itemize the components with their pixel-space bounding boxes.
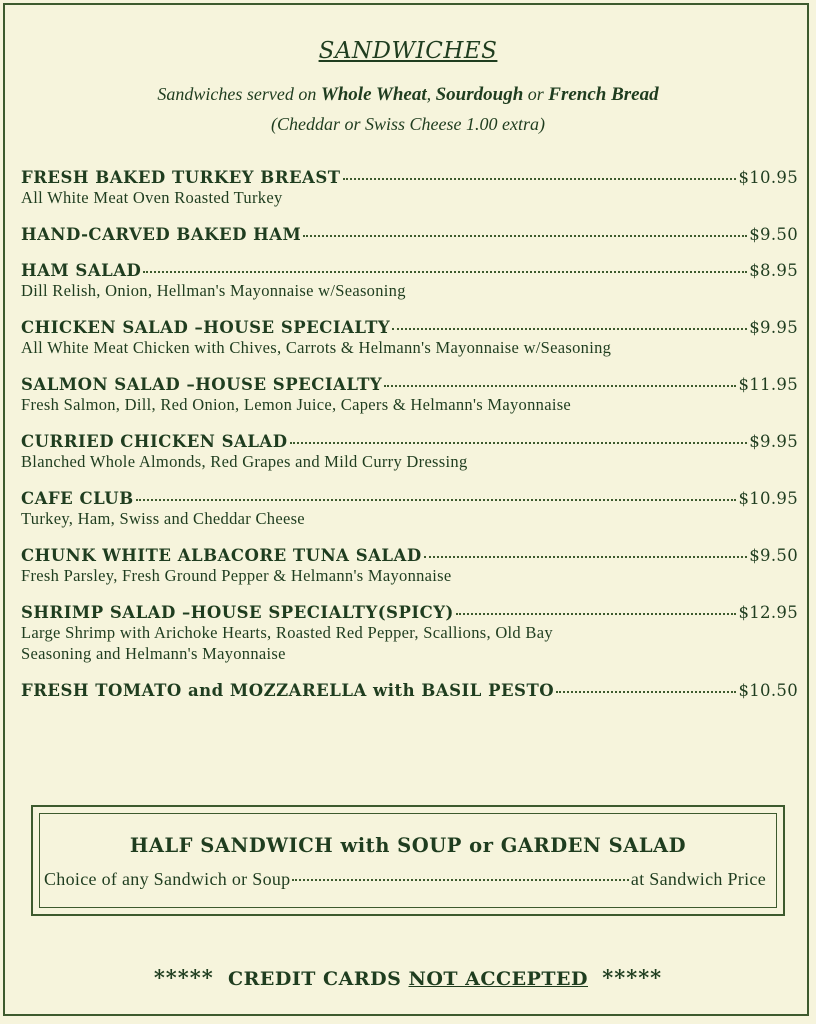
menu-item-price: $9.50	[749, 225, 798, 244]
menu-item-price: $8.95	[749, 261, 798, 280]
menu-item-price: $10.95	[738, 168, 798, 187]
menu-item-name: SALMON SALAD –HOUSE SPECIALTY	[21, 375, 383, 394]
menu-item	[21, 318, 798, 358]
menu-item-description: Seasoning and Helmann's Mayonnaise	[21, 644, 286, 663]
dot-leader	[343, 178, 737, 180]
menu-item-description: Fresh Parsley, Fresh Ground Pepper & Helmann's Mayonnaise	[21, 566, 452, 585]
stars-left: *****	[153, 965, 214, 990]
menu-item-name: CHICKEN SALAD –HOUSE SPECIALTY	[21, 318, 391, 337]
menu-item	[21, 261, 798, 301]
menu-item-name: CURRIED CHICKEN SALAD	[21, 432, 288, 451]
menu-item-line	[21, 225, 798, 244]
menu-item-price: $9.50	[749, 546, 798, 565]
menu-item-name: FRESH BAKED TURKEY BREAST	[21, 168, 341, 187]
menu-item	[21, 225, 798, 244]
menu-item-price: $11.95	[738, 375, 798, 394]
credit-cards-text: CREDIT CARDS	[227, 968, 402, 990]
menu-item	[21, 375, 798, 415]
menu-item-description: Turkey, Ham, Swiss and Cheddar Cheese	[21, 509, 305, 528]
menu-item-name: FRESH TOMATO and MOZZARELLA with BASIL PESTO	[21, 681, 555, 700]
menu-item	[21, 603, 798, 664]
dot-leader	[424, 556, 748, 558]
menu-item-line	[21, 168, 798, 187]
dot-leader	[384, 385, 736, 387]
menu-item-line	[21, 318, 798, 337]
menu-item-description: All White Meat Oven Roasted Turkey	[21, 188, 283, 207]
subtitle-prefix: Sandwiches served on	[157, 84, 321, 104]
cheese-note: (Cheddar or Swiss Cheese 1.00 extra)	[271, 114, 545, 134]
menu-item-line	[21, 546, 798, 565]
half-sandwich-choice: Choice of any Sandwich or Soup	[44, 869, 291, 889]
menu-item-description: Fresh Salmon, Dill, Red Onion, Lemon Juice, Capers & Helmann's Mayonnaise	[21, 395, 572, 414]
bread-whole-wheat: Whole Wheat	[320, 84, 427, 105]
menu-item-price: $9.95	[749, 432, 798, 451]
menu-item-description: Dill Relish, Onion, Hellman's Mayonnaise w/Seasoning	[21, 281, 406, 300]
menu-item-line	[21, 375, 798, 394]
menu-item-line	[21, 261, 798, 280]
menu-item-description: Blanched Whole Almonds, Red Grapes and Mild Curry Dressing	[21, 452, 468, 471]
half-sandwich-inner-border	[39, 813, 777, 908]
bread-sourdough: Sourdough	[435, 84, 524, 105]
stars-right: *****	[602, 965, 663, 990]
menu-item-line	[21, 432, 798, 451]
menu-item-line	[21, 603, 798, 622]
half-sandwich-title: HALF SANDWICH with SOUP or GARDEN SALAD	[129, 834, 687, 857]
menu-item-line	[21, 489, 798, 508]
subtitle-sep1: ,	[426, 84, 436, 104]
page-title: SANDWICHES	[318, 38, 498, 64]
menu-item-line	[21, 681, 798, 700]
not-accepted-text: NOT ACCEPTED	[408, 968, 589, 990]
dot-leader	[556, 691, 736, 693]
credit-card-notice	[0, 965, 816, 990]
menu-item-price: $12.95	[738, 603, 798, 622]
dot-leader	[143, 271, 747, 273]
half-sandwich-box	[31, 805, 785, 916]
subtitle	[0, 84, 816, 106]
dot-leader	[292, 879, 628, 881]
dot-leader	[456, 613, 737, 615]
menu-item-name: HAM SALAD	[21, 261, 142, 280]
menu-item	[21, 168, 798, 208]
menu-item	[21, 489, 798, 529]
dot-leader	[136, 499, 737, 501]
dot-leader	[290, 442, 748, 444]
menu-item	[21, 681, 798, 700]
menu-item-name: SHRIMP SALAD –HOUSE SPECIALTY(SPICY)	[21, 603, 454, 622]
menu-item-name: CAFE CLUB	[21, 489, 134, 508]
half-sandwich-line	[44, 869, 766, 890]
menu-item-name: HAND-CARVED BAKED HAM	[21, 225, 302, 244]
menu-item	[21, 432, 798, 472]
menu-item-price: $10.50	[738, 681, 798, 700]
menu-item-price: $9.95	[749, 318, 798, 337]
menu-items	[21, 168, 798, 717]
menu-item-price: $10.95	[738, 489, 798, 508]
dot-leader	[303, 235, 747, 237]
half-sandwich-price: at Sandwich Price	[630, 869, 766, 889]
menu-item-description: All White Meat Chicken with Chives, Carrots & Helmann's Mayonnaise w/Seasoning	[21, 338, 612, 357]
subtitle-sep2: or	[523, 84, 549, 104]
menu-item-name: CHUNK WHITE ALBACORE TUNA SALAD	[21, 546, 422, 565]
menu-item-description: Large Shrimp with Arichoke Hearts, Roasted Red Pepper, Scallions, Old Bay	[21, 623, 553, 642]
menu-item	[21, 546, 798, 586]
dot-leader	[392, 328, 747, 330]
bread-french: French Bread	[548, 84, 659, 105]
